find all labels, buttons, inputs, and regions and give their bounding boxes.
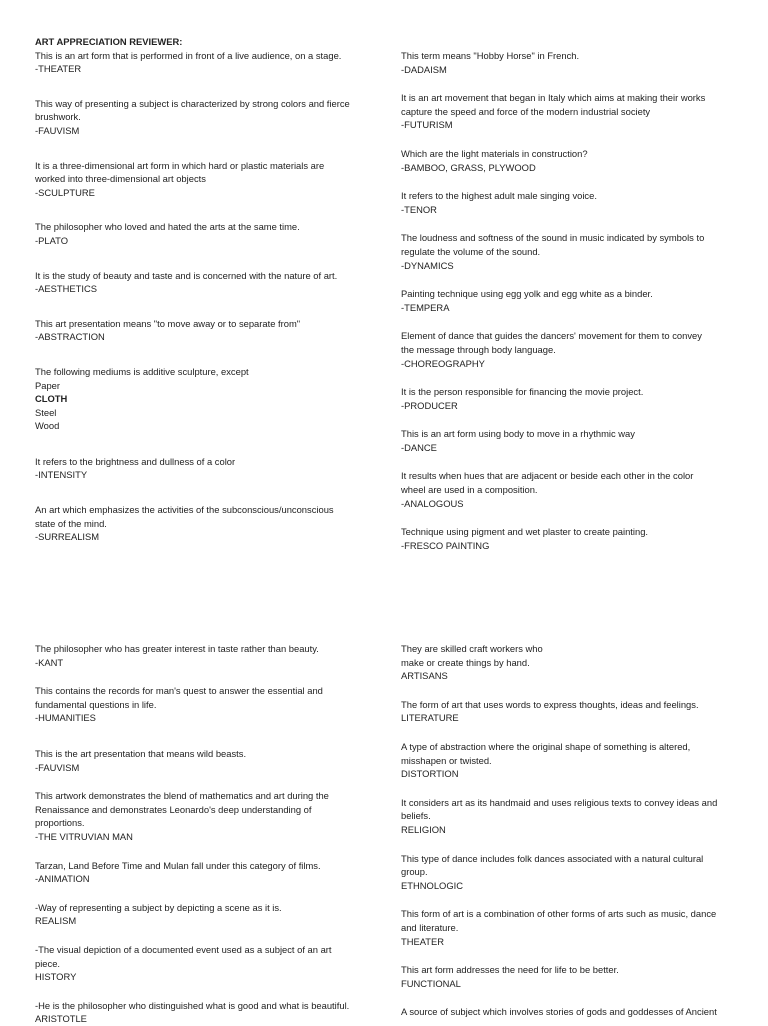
item-line: LITERATURE: [401, 712, 459, 724]
item-line: It refers to the highest adult male singing voice.: [401, 190, 597, 202]
item-line: ETHNOLOGIC: [401, 879, 463, 891]
item-line: brushwork.: [35, 111, 81, 123]
item-line: the message through body language.: [401, 343, 556, 355]
reviewer-item: [35, 789, 380, 843]
item-line: Wood: [35, 420, 60, 432]
reviewer-item: [35, 220, 380, 247]
reviewer-item: [401, 91, 746, 132]
bottom-left-column: [35, 642, 380, 1026]
item-line: -THEATER: [35, 63, 82, 75]
item-line: -AESTHETICS: [35, 283, 97, 295]
item-line: -FRESCO PAINTING: [401, 539, 490, 551]
item-line: RELIGION: [401, 823, 446, 835]
item-line: This way of presenting a subject is characterized by strong colors and fierce: [35, 97, 350, 109]
top-right-column: [401, 49, 746, 552]
reviewer-item: [401, 525, 746, 552]
item-line: -CHOREOGRAPHY: [401, 357, 485, 369]
reviewer-item: [401, 147, 746, 174]
item-line: REALISM: [35, 915, 77, 927]
reviewer-item: [35, 269, 380, 296]
item-line: An art which emphasizes the activities of the subconscious/unconscious: [35, 504, 334, 516]
item-line: group.: [401, 866, 428, 878]
item-line: -SURREALISM: [35, 531, 100, 543]
reviewer-item: [35, 901, 380, 928]
item-line: It is a three-dimensional art form in which hard or plastic materials are: [35, 159, 325, 171]
item-line: -FAUVISM: [35, 124, 80, 136]
item-line: It is an art movement that began in Italy which aims at making their works: [401, 92, 706, 104]
item-line: -HUMANITIES: [35, 712, 96, 724]
item-line: -DANCE: [401, 441, 437, 453]
reviewer-item: [401, 740, 746, 781]
item-line: -THE VITRUVIAN MAN: [35, 830, 133, 842]
reviewer-item: [401, 1005, 746, 1019]
item-line: This contains the records for man's quest to answer the essential and: [35, 685, 323, 697]
item-line: ARTISANS: [401, 670, 448, 682]
item-line: The philosopher who has greater interest in taste rather than beauty.: [35, 643, 319, 654]
reviewer-item: [401, 329, 746, 370]
item-line: This form of art is a combination of other forms of arts such as music, dance: [401, 908, 717, 920]
item-line: Which are the light materials in construction?: [401, 147, 588, 159]
reviewer-item: [35, 317, 380, 344]
reviewer-item: [401, 385, 746, 412]
reviewer-item: [401, 796, 746, 837]
item-line: Element of dance that guides the dancers' movement for them to convey: [401, 330, 702, 342]
item-line: This is an art form using body to move in a rhythmic way: [401, 428, 635, 440]
reviewer-item: [401, 189, 746, 216]
reviewer-item: [35, 642, 380, 669]
item-line: -FUTURISM: [401, 119, 453, 131]
reviewer-item: [35, 455, 380, 482]
reviewer-item: [35, 747, 380, 774]
item-line: -SCULPTURE: [35, 186, 95, 198]
item-line: CLOTH: [35, 393, 68, 405]
item-line: worked into three-dimensional art objects: [35, 173, 206, 185]
item-line: FUNCTIONAL: [401, 977, 461, 989]
reviewer-item: [401, 427, 746, 454]
reviewer-item: [401, 698, 746, 725]
item-line: This term means "Hobby Horse" in French.: [401, 50, 580, 61]
item-line: -The visual depiction of a documented event used as a subject of an art: [35, 943, 332, 955]
item-line: It is the study of beauty and taste and is concerned with the nature of art.: [35, 269, 338, 281]
reviewer-item: [401, 852, 746, 893]
item-line: This art form addresses the need for life to be better.: [401, 964, 619, 976]
item-line: Renaissance and demonstrates Leonardo's deep understanding of: [35, 803, 312, 815]
item-line: -FAUVISM: [35, 761, 80, 773]
item-line: DISTORTION: [401, 768, 459, 780]
item-line: Painting technique using egg yolk and egg white as a binder.: [401, 288, 653, 300]
item-line: This artwork demonstrates the blend of mathematics and art during the: [35, 790, 329, 802]
item-line: ARISTOTLE: [35, 1013, 87, 1025]
item-line: A type of abstraction where the original shape of something is altered,: [401, 740, 691, 752]
item-line: -ANIMATION: [35, 873, 90, 885]
item-line: -BAMBOO, GRASS, PLYWOOD: [401, 161, 536, 173]
item-line: The form of art that uses words to express thoughts, ideas and feelings.: [401, 698, 699, 710]
document-title: ART APPRECIATION REVIEWER:: [35, 36, 183, 47]
item-line: Paper: [35, 379, 61, 391]
reviewer-item: [401, 469, 746, 510]
item-line: This is the art presentation that means wild beasts.: [35, 747, 247, 759]
item-line: The following mediums is additive sculpture, except: [35, 365, 249, 377]
reviewer-item: [35, 503, 380, 544]
item-line: proportions.: [35, 817, 85, 829]
item-line: It refers to the brightness and dullness of a color: [35, 455, 236, 467]
reviewer-item: [35, 365, 380, 433]
top-left-column: [35, 35, 380, 544]
item-line: This art presentation means "to move away or to separate from": [35, 317, 301, 329]
item-line: state of the mind.: [35, 517, 107, 529]
reviewer-item: [35, 49, 380, 76]
reviewer-item: [35, 97, 380, 138]
item-line: make or create things by hand.: [401, 656, 530, 668]
item-line: -He is the philosopher who distinguished what is good and what is beautiful.: [35, 999, 350, 1011]
item-line: -KANT: [35, 656, 64, 668]
item-line: Steel: [35, 406, 57, 418]
reviewer-item: [401, 231, 746, 272]
reviewer-item: [35, 999, 380, 1026]
item-line: Technique using pigment and wet plaster to create painting.: [401, 526, 649, 538]
item-line: -PLATO: [35, 234, 68, 246]
item-line: It considers art as its handmaid and uses religious texts to convey ideas and: [401, 796, 718, 808]
item-line: This type of dance includes folk dances associated with a natural cultural: [401, 852, 704, 864]
bottom-right-column: [401, 642, 746, 1019]
item-line: It is the person responsible for financing the movie project.: [401, 386, 644, 398]
item-line: capture the speed and force of the modern industrial society: [401, 105, 651, 117]
item-line: and literature.: [401, 921, 459, 933]
item-line: Tarzan, Land Before Time and Mulan fall under this category of films.: [35, 859, 321, 871]
item-line: beliefs.: [401, 810, 431, 822]
item-line: -DADAISM: [401, 63, 447, 75]
item-line: -TENOR: [401, 203, 437, 215]
item-line: -ANALOGOUS: [401, 497, 464, 509]
item-line: It results when hues that are adjacent or beside each other in the color: [401, 470, 694, 482]
item-line: They are skilled craft workers who: [401, 643, 543, 654]
item-line: piece.: [35, 957, 61, 969]
reviewer-item: [401, 907, 746, 948]
item-line: The loudness and softness of the sound in music indicated by symbols to: [401, 232, 705, 244]
item-line: The philosopher who loved and hated the arts at the same time.: [35, 221, 300, 233]
reviewer-item: [35, 859, 380, 886]
item-line: -DYNAMICS: [401, 259, 454, 271]
item-line: fundamental questions in life.: [35, 698, 157, 710]
item-line: -TEMPERA: [401, 301, 450, 313]
item-line: misshapen or twisted.: [401, 754, 492, 766]
reviewer-item: [35, 684, 380, 725]
item-line: This is an art form that is performed in front of a live audience, on a stage.: [35, 49, 342, 61]
reviewer-item: [35, 159, 380, 200]
item-line: -Way of representing a subject by depicting a scene as it is.: [35, 901, 282, 913]
item-line: -INTENSITY: [35, 469, 88, 481]
item-line: HISTORY: [35, 971, 77, 983]
reviewer-item: [401, 642, 746, 683]
reviewer-item: [401, 287, 746, 314]
item-line: -PRODUCER: [401, 399, 458, 411]
reviewer-item: [401, 49, 746, 76]
item-line: regulate the volume of the sound.: [401, 245, 541, 257]
reviewer-item: [401, 963, 746, 990]
item-line: -ABSTRACTION: [35, 331, 105, 343]
item-line: wheel are used in a composition.: [401, 484, 538, 496]
item-line: THEATER: [401, 935, 445, 947]
reviewer-item: [35, 943, 380, 984]
item-line: A source of subject which involves stories of gods and goddesses of Ancient: [401, 1006, 717, 1018]
